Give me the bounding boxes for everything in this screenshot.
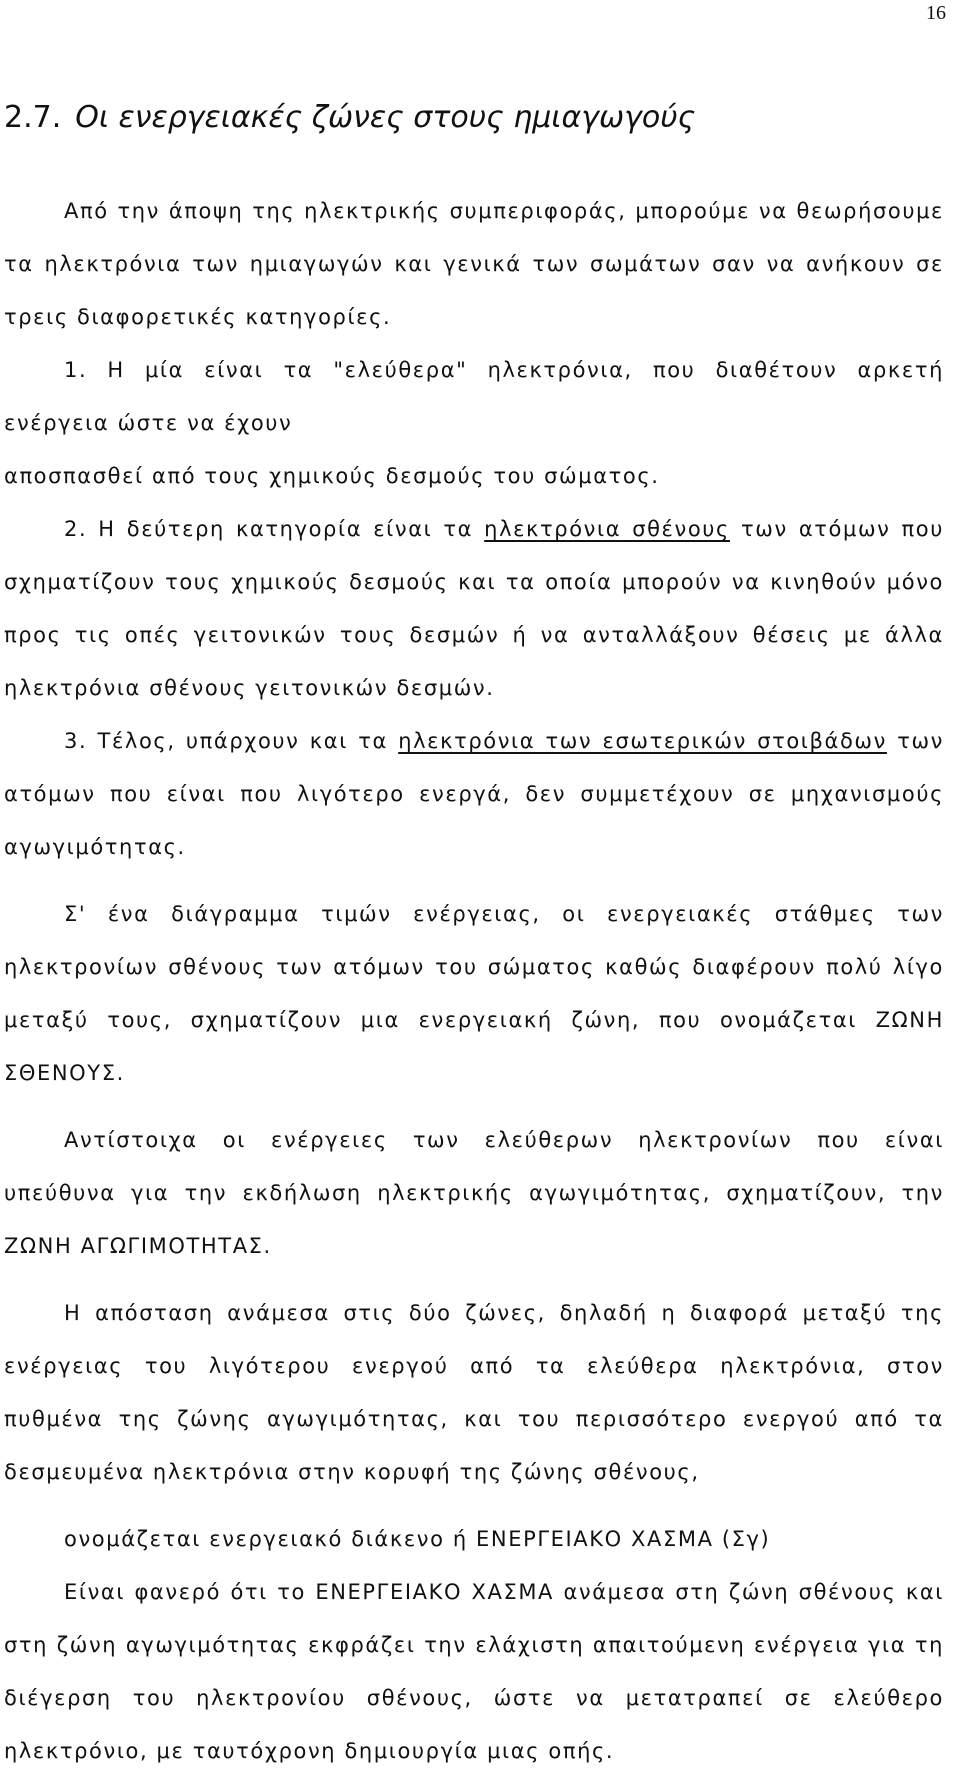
paragraph-conduction-band: Αντίστοιχα οι ενέργειες των ελεύθερων ηλεκτρονίων που είναι υπεύθυνα για την εκδήλωση ηλεκτρικής αγωγιμότητας, σχηματίζουν, την ΖΩΝΗ ΑΓΩΓΙΜΟΤΗΤΑΣ.	[4, 1128, 944, 1258]
item-2-text-end: των ατόμων που σχηματίζουν τους χημικούς δεσμούς και τα οποία μπορούν να κινηθούν μόνο προς τις οπές γειτονικών τους δεσμών ή να ανταλλάξουν θέσεις με άλλα ηλεκτρόνια σθένους γειτονικών δεσμών.	[4, 517, 944, 700]
page-number: 16	[926, 2, 946, 24]
paragraph-band-distance: Η απόσταση ανάμεσα στις δύο ζώνες, δηλαδή η διαφορά μεταξύ της ενέργειας του λιγότερου ενεργού από τα ελεύθερα ηλεκτρόνια, στον πυθμένα της ζώνης αγωγιμότητας, και του περισσότερο ενεργού από τα δεσμευμένα ηλεκτρόνια στην κορυφή της ζώνης σθένους,	[4, 1301, 944, 1484]
paragraph-energy-gap-meaning: Είναι φανερό ότι το ΕΝΕΡΓΕΙΑΚΟ ΧΑΣΜΑ ανάμεσα στη ζώνη σθένους και στη ζώνη αγωγιμότητας εκφράζει την ελάχιστη απαιτούμενη ενέργεια για τη διέγερση του ηλεκτρονίου σθένους, ώστε να μετατραπεί σε ελεύθερο ηλεκτρόνιο, με ταυτόχρονη δημιουργία μιας οπής.	[4, 1580, 944, 1763]
item-3-text-end: των ατόμων που είναι που λιγότερο ενεργά, δεν συμμετέχουν σε μηχανισμούς αγωγιμότητας.	[4, 729, 944, 859]
paragraph-item-3	[4, 715, 944, 874]
paragraph-item-1: 1. Η μία είναι τα "ελεύθερα" ηλεκτρόνια, που διαθέτουν αρκετή ενέργεια ώστε να έχουν	[4, 358, 944, 435]
paragraph-valence-band: Σ' ένα διάγραμμα τιμών ενέργειας, οι ενεργειακές στάθμες των ηλεκτρονίων σθένους των ατόμων του σώματος καθώς διαφέρουν πολύ λίγο μεταξύ τους, σχηματίζουν μια ενεργειακή ζώνη, που ονομάζεται ΖΩΝΗ ΣΘΕΝΟΥΣ.	[4, 902, 944, 1085]
section-heading	[4, 100, 695, 135]
item-3-text-start: 3. Τέλος, υπάρχουν και τα	[64, 729, 399, 753]
document-body	[4, 185, 944, 1778]
item-2-text-start: 2. Η δεύτερη κατηγορία είναι τα	[64, 517, 485, 541]
term-inner-shell-electrons: ηλεκτρόνια των εσωτερικών στοιβάδων	[398, 729, 887, 753]
paragraph-energy-gap-name: ονομάζεται ενεργειακό διάκενο ή ΕΝΕΡΓΕΙΑΚΟ ΧΑΣΜΑ (Σγ)	[64, 1527, 771, 1551]
section-title: Οι ενεργειακές ζώνες στους ημιαγωγούς	[75, 100, 696, 135]
section-number: 2.7.	[4, 100, 62, 135]
paragraph-intro: Από την άποψη της ηλεκτρικής συμπεριφοράς, μπορούμε να θεωρήσουμε τα ηλεκτρόνια των ημιαγωγών και γενικά των σωμάτων σαν να ανήκουν σε τρεις διαφορετικές κατηγορίες.	[4, 199, 944, 329]
term-valence-electrons: ηλεκτρόνια σθένους	[484, 517, 730, 541]
paragraph-item-2	[4, 503, 944, 715]
paragraph-item-1-continued: αποσπασθεί από τους χημικούς δεσμούς του σώματος.	[4, 464, 660, 488]
